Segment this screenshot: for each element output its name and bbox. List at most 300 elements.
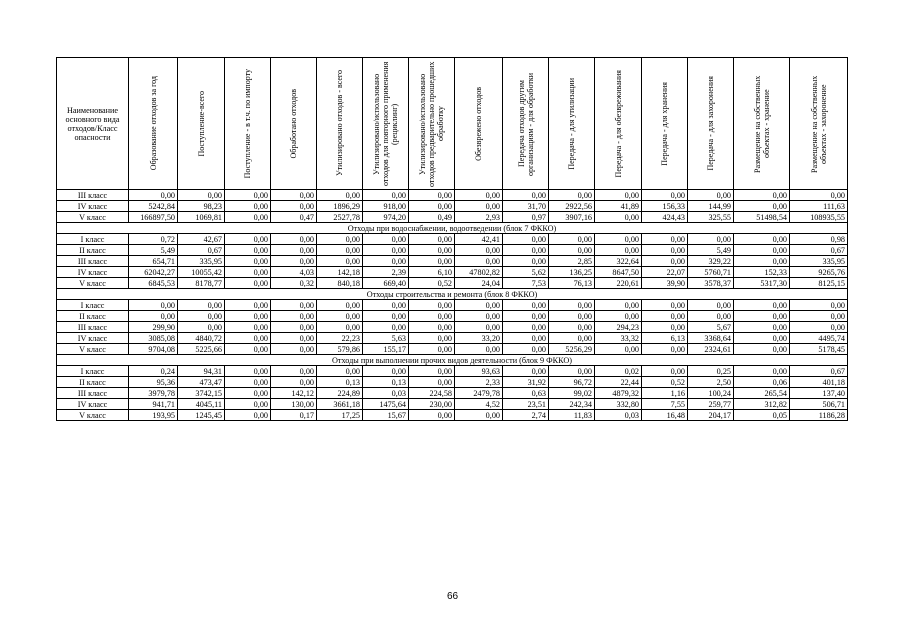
value-cell: 0,00 bbox=[317, 311, 363, 322]
value-cell: 224,89 bbox=[317, 388, 363, 399]
value-cell: 0,00 bbox=[363, 190, 409, 201]
value-cell: 0,00 bbox=[503, 245, 549, 256]
hazard-class-label: V класс bbox=[57, 344, 129, 355]
value-cell: 230,00 bbox=[409, 399, 455, 410]
value-cell: 0,00 bbox=[503, 333, 549, 344]
value-cell: 0,00 bbox=[225, 333, 271, 344]
value-cell: 0,00 bbox=[734, 311, 790, 322]
value-cell: 0,00 bbox=[503, 366, 549, 377]
value-cell: 41,89 bbox=[595, 201, 642, 212]
value-cell: 8647,50 bbox=[595, 267, 642, 278]
value-cell: 23,51 bbox=[503, 399, 549, 410]
value-cell: 0,00 bbox=[317, 234, 363, 245]
value-cell: 3578,37 bbox=[688, 278, 734, 289]
value-cell: 0,00 bbox=[409, 366, 455, 377]
value-cell: 0,63 bbox=[503, 388, 549, 399]
value-cell: 0,00 bbox=[734, 234, 790, 245]
value-cell: 0,47 bbox=[271, 212, 317, 223]
value-cell: 96,72 bbox=[549, 377, 595, 388]
hazard-class-label: IV класс bbox=[57, 333, 129, 344]
column-header bbox=[688, 58, 734, 190]
value-cell: 0,00 bbox=[271, 245, 317, 256]
hazard-class-label: I класс bbox=[57, 234, 129, 245]
column-header-wrap bbox=[790, 58, 847, 189]
column-header-text: Образование отходов за год bbox=[148, 76, 158, 171]
value-cell: 0,98 bbox=[790, 234, 848, 245]
value-cell: 332,80 bbox=[595, 399, 642, 410]
value-cell: 0,05 bbox=[734, 410, 790, 421]
value-cell: 6,13 bbox=[642, 333, 688, 344]
value-cell: 204,17 bbox=[688, 410, 734, 421]
column-header-text: Передача - для обезвреживания bbox=[613, 69, 623, 178]
value-cell: 0,03 bbox=[363, 388, 409, 399]
value-cell: 918,00 bbox=[363, 201, 409, 212]
value-cell: 0,00 bbox=[455, 300, 503, 311]
value-cell: 0,00 bbox=[642, 366, 688, 377]
table-row bbox=[57, 212, 848, 223]
value-cell: 0,00 bbox=[225, 267, 271, 278]
value-cell: 1475,64 bbox=[363, 399, 409, 410]
value-cell: 0,00 bbox=[225, 377, 271, 388]
column-header-text: Утилизировано отходов - всего bbox=[335, 70, 344, 177]
value-cell: 5225,66 bbox=[178, 344, 225, 355]
value-cell: 0,00 bbox=[688, 300, 734, 311]
value-cell: 2,39 bbox=[363, 267, 409, 278]
column-header bbox=[271, 58, 317, 190]
value-cell: 0,00 bbox=[734, 333, 790, 344]
value-cell: 335,95 bbox=[790, 256, 848, 267]
value-cell: 299,90 bbox=[129, 322, 178, 333]
value-cell: 0,97 bbox=[503, 212, 549, 223]
value-cell: 2922,56 bbox=[549, 201, 595, 212]
column-header-wrap bbox=[409, 58, 454, 189]
column-header-wrap bbox=[503, 58, 548, 189]
table-row bbox=[57, 201, 848, 212]
value-cell: 93,63 bbox=[455, 366, 503, 377]
value-cell: 0,00 bbox=[225, 344, 271, 355]
value-cell: 2479,78 bbox=[455, 388, 503, 399]
column-header bbox=[409, 58, 455, 190]
value-cell: 0,00 bbox=[317, 245, 363, 256]
value-cell: 0,00 bbox=[178, 322, 225, 333]
value-cell: 0,00 bbox=[271, 377, 317, 388]
value-cell: 0,00 bbox=[790, 322, 848, 333]
column-header-text: Утилизировано/использовано отходов для повторного применения (рециклинг) bbox=[372, 61, 399, 186]
column-header bbox=[363, 58, 409, 190]
column-header-text: Передача - для утилизации bbox=[567, 77, 576, 170]
value-cell: 5,49 bbox=[688, 245, 734, 256]
hazard-class-label: III класс bbox=[57, 190, 129, 201]
column-header-wrap bbox=[595, 58, 641, 189]
value-cell: 0,72 bbox=[129, 234, 178, 245]
value-cell: 0,00 bbox=[734, 366, 790, 377]
value-cell: 0,00 bbox=[225, 234, 271, 245]
table-row bbox=[57, 344, 848, 355]
table-row bbox=[57, 311, 848, 322]
value-cell: 329,22 bbox=[688, 256, 734, 267]
column-header-wrap bbox=[129, 58, 177, 189]
value-cell: 166897,50 bbox=[129, 212, 178, 223]
value-cell: 5,63 bbox=[363, 333, 409, 344]
value-cell: 0,00 bbox=[642, 234, 688, 245]
value-cell: 0,06 bbox=[734, 377, 790, 388]
value-cell: 1,16 bbox=[642, 388, 688, 399]
column-header-wrap bbox=[688, 58, 733, 189]
value-cell: 0,00 bbox=[595, 300, 642, 311]
value-cell: 4045,11 bbox=[178, 399, 225, 410]
value-cell: 840,18 bbox=[317, 278, 363, 289]
hazard-class-label: III класс bbox=[57, 256, 129, 267]
value-cell: 0,00 bbox=[642, 245, 688, 256]
section-title: Отходы при выполнении прочих видов деятельности (блок 9 ФККО) bbox=[57, 355, 848, 366]
value-cell: 10055,42 bbox=[178, 267, 225, 278]
value-cell: 974,20 bbox=[363, 212, 409, 223]
value-cell: 0,00 bbox=[271, 256, 317, 267]
value-cell: 0,00 bbox=[317, 256, 363, 267]
hazard-class-label: III класс bbox=[57, 322, 129, 333]
value-cell: 0,00 bbox=[549, 311, 595, 322]
value-cell: 224,58 bbox=[409, 388, 455, 399]
value-cell: 0,00 bbox=[271, 322, 317, 333]
column-header-name: Наименование основного вида отходов/Класс опасности bbox=[57, 58, 129, 190]
value-cell: 0,00 bbox=[734, 344, 790, 355]
value-cell: 3907,16 bbox=[549, 212, 595, 223]
value-cell: 0,00 bbox=[225, 278, 271, 289]
hazard-class-label: IV класс bbox=[57, 201, 129, 212]
value-cell: 2,74 bbox=[503, 410, 549, 421]
value-cell: 62042,27 bbox=[129, 267, 178, 278]
value-cell: 9265,76 bbox=[790, 267, 848, 278]
value-cell: 0,00 bbox=[503, 234, 549, 245]
value-cell: 0,67 bbox=[178, 245, 225, 256]
value-cell: 2527,78 bbox=[317, 212, 363, 223]
table-body bbox=[57, 190, 848, 421]
value-cell: 0,00 bbox=[225, 190, 271, 201]
value-cell: 31,92 bbox=[503, 377, 549, 388]
value-cell: 0,00 bbox=[409, 344, 455, 355]
value-cell: 0,00 bbox=[271, 366, 317, 377]
value-cell: 33,32 bbox=[595, 333, 642, 344]
value-cell: 7,53 bbox=[503, 278, 549, 289]
value-cell: 15,67 bbox=[363, 410, 409, 421]
value-cell: 941,71 bbox=[129, 399, 178, 410]
value-cell: 0,67 bbox=[790, 245, 848, 256]
value-cell: 0,00 bbox=[549, 190, 595, 201]
table-row bbox=[57, 256, 848, 267]
value-cell: 8125,15 bbox=[790, 278, 848, 289]
value-cell: 0,00 bbox=[734, 245, 790, 256]
value-cell: 0,00 bbox=[642, 322, 688, 333]
value-cell: 9704,08 bbox=[129, 344, 178, 355]
value-cell: 0,32 bbox=[271, 278, 317, 289]
value-cell: 259,77 bbox=[688, 399, 734, 410]
value-cell: 0,00 bbox=[503, 190, 549, 201]
value-cell: 0,49 bbox=[409, 212, 455, 223]
value-cell: 473,47 bbox=[178, 377, 225, 388]
column-header-text: Передача отходов другим организациям - для обработки bbox=[516, 71, 535, 176]
value-cell: 0,00 bbox=[271, 333, 317, 344]
value-cell: 242,34 bbox=[549, 399, 595, 410]
hazard-class-label: II класс bbox=[57, 377, 129, 388]
column-header-wrap bbox=[549, 58, 594, 189]
value-cell: 0,00 bbox=[225, 245, 271, 256]
value-cell: 0,00 bbox=[363, 366, 409, 377]
value-cell: 0,00 bbox=[455, 344, 503, 355]
value-cell: 0,00 bbox=[734, 256, 790, 267]
value-cell: 5,62 bbox=[503, 267, 549, 278]
value-cell: 5242,84 bbox=[129, 201, 178, 212]
value-cell: 325,55 bbox=[688, 212, 734, 223]
value-cell: 0,00 bbox=[790, 311, 848, 322]
table-row bbox=[57, 366, 848, 377]
column-header-wrap bbox=[734, 58, 789, 189]
value-cell: 0,00 bbox=[271, 234, 317, 245]
column-header-wrap bbox=[642, 58, 687, 189]
section-row bbox=[57, 223, 848, 234]
value-cell: 156,33 bbox=[642, 201, 688, 212]
value-cell: 0,00 bbox=[455, 311, 503, 322]
table-header-row bbox=[57, 58, 848, 190]
value-cell: 669,40 bbox=[363, 278, 409, 289]
value-cell: 312,82 bbox=[734, 399, 790, 410]
value-cell: 4,52 bbox=[455, 399, 503, 410]
value-cell: 42,67 bbox=[178, 234, 225, 245]
value-cell: 137,40 bbox=[790, 388, 848, 399]
column-header bbox=[129, 58, 178, 190]
waste-statistics-table bbox=[56, 57, 848, 421]
column-header bbox=[503, 58, 549, 190]
value-cell: 0,00 bbox=[503, 311, 549, 322]
value-cell: 0,00 bbox=[549, 322, 595, 333]
column-header bbox=[734, 58, 790, 190]
value-cell: 155,17 bbox=[363, 344, 409, 355]
value-cell: 1186,28 bbox=[790, 410, 848, 421]
value-cell: 0,00 bbox=[595, 311, 642, 322]
value-cell: 0,00 bbox=[363, 311, 409, 322]
value-cell: 3661,18 bbox=[317, 399, 363, 410]
value-cell: 17,25 bbox=[317, 410, 363, 421]
hazard-class-label: V класс bbox=[57, 212, 129, 223]
value-cell: 0,00 bbox=[688, 311, 734, 322]
value-cell: 335,95 bbox=[178, 256, 225, 267]
value-cell: 0,00 bbox=[549, 234, 595, 245]
table-row bbox=[57, 300, 848, 311]
value-cell: 0,00 bbox=[129, 300, 178, 311]
value-cell: 0,00 bbox=[225, 388, 271, 399]
value-cell: 5,67 bbox=[688, 322, 734, 333]
value-cell: 0,00 bbox=[642, 256, 688, 267]
column-header bbox=[455, 58, 503, 190]
value-cell: 0,00 bbox=[225, 212, 271, 223]
value-cell: 6845,53 bbox=[129, 278, 178, 289]
value-cell: 2,85 bbox=[549, 256, 595, 267]
column-header-wrap bbox=[271, 58, 316, 189]
value-cell: 3742,15 bbox=[178, 388, 225, 399]
value-cell: 0,17 bbox=[271, 410, 317, 421]
value-cell: 0,00 bbox=[271, 311, 317, 322]
column-header-wrap bbox=[363, 58, 408, 189]
column-header-text: Поступление-всего bbox=[196, 90, 206, 157]
value-cell: 579,86 bbox=[317, 344, 363, 355]
value-cell: 0,00 bbox=[317, 322, 363, 333]
column-header-text: Поступление - в т.ч. по импорту bbox=[243, 68, 252, 179]
value-cell: 0,00 bbox=[178, 300, 225, 311]
value-cell: 0,00 bbox=[790, 190, 848, 201]
value-cell: 0,00 bbox=[409, 245, 455, 256]
hazard-class-label: IV класс bbox=[57, 399, 129, 410]
value-cell: 0,00 bbox=[178, 190, 225, 201]
section-row bbox=[57, 355, 848, 366]
value-cell: 0,00 bbox=[549, 333, 595, 344]
column-header-text: Передача - для захоронения bbox=[706, 76, 715, 171]
value-cell: 0,00 bbox=[409, 410, 455, 421]
value-cell: 24,04 bbox=[455, 278, 503, 289]
value-cell: 0,00 bbox=[317, 190, 363, 201]
value-cell: 42,41 bbox=[455, 234, 503, 245]
value-cell: 2,50 bbox=[688, 377, 734, 388]
table-row bbox=[57, 322, 848, 333]
value-cell: 5317,30 bbox=[734, 278, 790, 289]
value-cell: 3979,78 bbox=[129, 388, 178, 399]
value-cell: 0,00 bbox=[271, 190, 317, 201]
value-cell: 0,00 bbox=[734, 190, 790, 201]
table-row bbox=[57, 399, 848, 410]
column-header-text: Размещение на собственных объектах - хранение bbox=[752, 74, 771, 173]
section-row bbox=[57, 289, 848, 300]
value-cell: 0,00 bbox=[549, 300, 595, 311]
table-row bbox=[57, 388, 848, 399]
value-cell: 51498,54 bbox=[734, 212, 790, 223]
table-row bbox=[57, 278, 848, 289]
column-header bbox=[178, 58, 225, 190]
table-row bbox=[57, 190, 848, 201]
value-cell: 22,44 bbox=[595, 377, 642, 388]
hazard-class-label: III класс bbox=[57, 388, 129, 399]
value-cell: 0,00 bbox=[409, 311, 455, 322]
value-cell: 0,00 bbox=[549, 366, 595, 377]
value-cell: 108935,55 bbox=[790, 212, 848, 223]
value-cell: 0,00 bbox=[178, 311, 225, 322]
value-cell: 0,00 bbox=[225, 410, 271, 421]
column-header bbox=[317, 58, 363, 190]
value-cell: 2,93 bbox=[455, 212, 503, 223]
value-cell: 2324,61 bbox=[688, 344, 734, 355]
value-cell: 0,00 bbox=[225, 311, 271, 322]
value-cell: 8178,77 bbox=[178, 278, 225, 289]
value-cell: 111,63 bbox=[790, 201, 848, 212]
table-row bbox=[57, 267, 848, 278]
section-title: Отходы при водоснабжении, водоотведении (блок 7 ФККО) bbox=[57, 223, 848, 234]
value-cell: 0,00 bbox=[271, 201, 317, 212]
value-cell: 1245,45 bbox=[178, 410, 225, 421]
value-cell: 47802,82 bbox=[455, 267, 503, 278]
value-cell: 98,23 bbox=[178, 201, 225, 212]
value-cell: 0,00 bbox=[595, 344, 642, 355]
value-cell: 0,13 bbox=[317, 377, 363, 388]
column-header-wrap bbox=[455, 58, 502, 189]
value-cell: 144,99 bbox=[688, 201, 734, 212]
value-cell: 11,83 bbox=[549, 410, 595, 421]
value-cell: 0,02 bbox=[595, 366, 642, 377]
column-header-wrap bbox=[225, 58, 270, 189]
value-cell: 0,00 bbox=[225, 201, 271, 212]
table-row bbox=[57, 245, 848, 256]
hazard-class-label: IV класс bbox=[57, 267, 129, 278]
value-cell: 0,00 bbox=[225, 300, 271, 311]
value-cell: 0,00 bbox=[642, 300, 688, 311]
value-cell: 130,00 bbox=[271, 399, 317, 410]
value-cell: 0,00 bbox=[455, 245, 503, 256]
value-cell: 142,18 bbox=[317, 267, 363, 278]
value-cell: 0,00 bbox=[225, 256, 271, 267]
value-cell: 0,00 bbox=[409, 333, 455, 344]
value-cell: 193,95 bbox=[129, 410, 178, 421]
value-cell: 0,25 bbox=[688, 366, 734, 377]
value-cell: 0,00 bbox=[688, 234, 734, 245]
value-cell: 95,36 bbox=[129, 377, 178, 388]
value-cell: 0,00 bbox=[409, 256, 455, 267]
column-header-text: Обезврежено отходов bbox=[474, 86, 483, 161]
value-cell: 0,00 bbox=[363, 234, 409, 245]
value-cell: 0,00 bbox=[455, 322, 503, 333]
value-cell: 294,23 bbox=[595, 322, 642, 333]
value-cell: 1069,81 bbox=[178, 212, 225, 223]
value-cell: 0,03 bbox=[595, 410, 642, 421]
table-row bbox=[57, 377, 848, 388]
value-cell: 33,20 bbox=[455, 333, 503, 344]
value-cell: 0,00 bbox=[317, 366, 363, 377]
value-cell: 136,25 bbox=[549, 267, 595, 278]
value-cell: 0,00 bbox=[642, 311, 688, 322]
value-cell: 3085,08 bbox=[129, 333, 178, 344]
column-header-text: Обработано отходов bbox=[289, 88, 298, 159]
value-cell: 5760,71 bbox=[688, 267, 734, 278]
value-cell: 142,12 bbox=[271, 388, 317, 399]
value-cell: 0,00 bbox=[595, 212, 642, 223]
table-row bbox=[57, 333, 848, 344]
value-cell: 0,00 bbox=[363, 300, 409, 311]
table-row bbox=[57, 234, 848, 245]
value-cell: 0,24 bbox=[129, 366, 178, 377]
value-cell: 5178,45 bbox=[790, 344, 848, 355]
value-cell: 1896,29 bbox=[317, 201, 363, 212]
column-header bbox=[225, 58, 271, 190]
value-cell: 0,00 bbox=[363, 256, 409, 267]
value-cell: 5,49 bbox=[129, 245, 178, 256]
value-cell: 4840,72 bbox=[178, 333, 225, 344]
value-cell: 0,00 bbox=[503, 344, 549, 355]
value-cell: 0,00 bbox=[734, 300, 790, 311]
value-cell: 0,52 bbox=[642, 377, 688, 388]
column-header-wrap bbox=[178, 58, 224, 189]
value-cell: 0,00 bbox=[790, 300, 848, 311]
value-cell: 0,00 bbox=[317, 300, 363, 311]
value-cell: 0,00 bbox=[129, 311, 178, 322]
value-cell: 0,00 bbox=[688, 190, 734, 201]
hazard-class-label: V класс bbox=[57, 278, 129, 289]
value-cell: 0,00 bbox=[455, 256, 503, 267]
value-cell: 0,00 bbox=[409, 300, 455, 311]
value-cell: 6,10 bbox=[409, 267, 455, 278]
hazard-class-label: II класс bbox=[57, 245, 129, 256]
value-cell: 0,00 bbox=[503, 256, 549, 267]
hazard-class-label: V класс bbox=[57, 410, 129, 421]
value-cell: 7,55 bbox=[642, 399, 688, 410]
value-cell: 0,52 bbox=[409, 278, 455, 289]
value-cell: 4,03 bbox=[271, 267, 317, 278]
hazard-class-label: I класс bbox=[57, 300, 129, 311]
value-cell: 22,23 bbox=[317, 333, 363, 344]
